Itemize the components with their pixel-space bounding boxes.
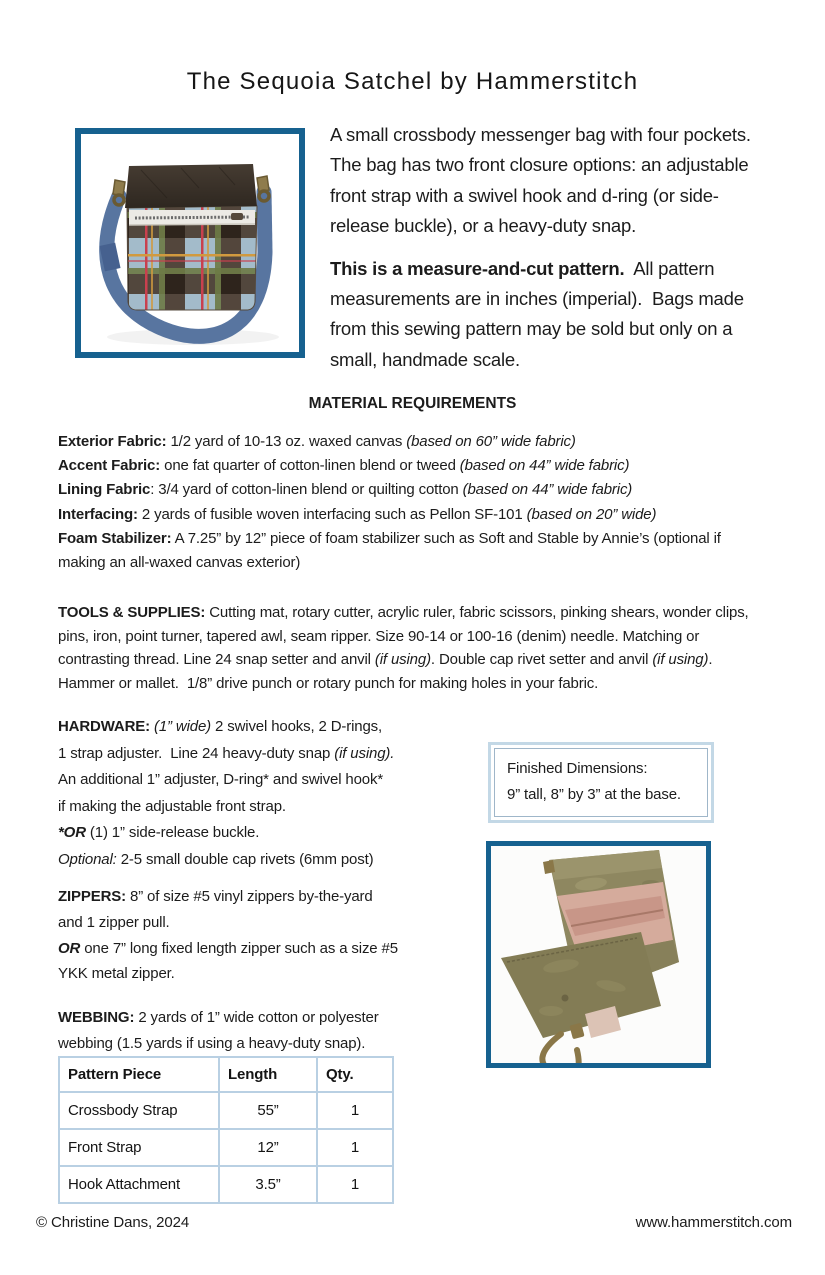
text-line: WEBBING: 2 yards of 1” wide cotton or polyester bbox=[58, 1009, 379, 1026]
tools-and-supplies bbox=[58, 601, 803, 695]
plaid-bag-photo bbox=[81, 134, 299, 352]
text-line: front strap with a swivel hook and d-ring (or side- bbox=[330, 184, 719, 206]
table-header-pattern-piece: Pattern Piece bbox=[59, 1057, 219, 1092]
text-line: Exterior Fabric: 1/2 yard of 10-13 oz. waxed canvas (based on 60” wide fabric) bbox=[58, 433, 576, 450]
intro-paragraph-2 bbox=[330, 254, 816, 376]
text-line: TOOLS & SUPPLIES: Cutting mat, rotary cutter, acrylic ruler, fabric scissors, pinking shears, wonder clips, bbox=[58, 604, 749, 621]
text-line: Interfacing: 2 yards of fusible woven interfacing such as Pellon SF-101 (based on 20” wide) bbox=[58, 505, 657, 523]
intro-text bbox=[330, 120, 816, 375]
table-cell: Crossbody Strap bbox=[59, 1092, 219, 1129]
text-line: OR one 7” long fixed length zipper such as a size #5 bbox=[58, 939, 398, 957]
text-line: *OR (1) 1” side-release buckle. bbox=[58, 824, 260, 842]
text-line: making an all-waxed canvas exterior) bbox=[58, 554, 301, 572]
text-line: The bag has two front closure options: an adjustable bbox=[330, 154, 749, 176]
table-cell: 1 bbox=[317, 1092, 393, 1129]
text-line: pins, iron, point turner, tapered awl, seam ripper. Size 90-14 or 100-16 (denim) needle. Matching or bbox=[58, 627, 700, 645]
page-title: The Sequoia Satchel by Hammerstitch bbox=[186, 68, 639, 95]
copyright-text: © Christine Dans, 2024 bbox=[36, 1214, 190, 1231]
text-line: small, handmade scale. bbox=[330, 348, 520, 370]
material-requirements-heading: MATERIAL REQUIREMENTS bbox=[308, 395, 517, 412]
text-line: measurements are in inches (imperial). Bags made bbox=[330, 288, 744, 310]
page-footer bbox=[36, 1214, 792, 1231]
finished-dimensions-box bbox=[488, 742, 714, 823]
webbing-section bbox=[58, 1005, 483, 1057]
table-cell: 3.5” bbox=[219, 1166, 317, 1203]
text-line: contrasting thread. Line 24 snap setter and anvil (if using). Double cap rivet setter and anvil (if using). bbox=[58, 651, 713, 669]
table-cell: Front Strap bbox=[59, 1129, 219, 1166]
materials-list bbox=[58, 430, 798, 575]
text-line: HARDWARE: (1” wide) 2 swivel hooks, 2 D-rings, bbox=[58, 718, 383, 735]
bag-open-photo-frame bbox=[486, 841, 711, 1068]
webbing-cut-table bbox=[58, 1056, 394, 1204]
text-line: release buckle), or a heavy-duty snap. bbox=[330, 215, 637, 237]
table-cell: 1 bbox=[317, 1129, 393, 1166]
open-bag-photo bbox=[491, 846, 706, 1063]
text-line: A small crossbody messenger bag with four pockets. bbox=[330, 124, 751, 145]
website-link[interactable]: www.hammerstitch.com bbox=[635, 1214, 792, 1231]
table-row bbox=[59, 1129, 393, 1166]
table-cell: 55” bbox=[219, 1092, 317, 1129]
table-row bbox=[59, 1092, 393, 1129]
text-line: This is a measure-and-cut pattern. All pattern bbox=[330, 257, 715, 279]
text-line: An additional 1” adjuster, D-ring* and swivel hook* bbox=[58, 771, 384, 789]
text-line: and 1 zipper pull. bbox=[58, 913, 170, 931]
table-cell: Hook Attachment bbox=[59, 1166, 219, 1203]
table-header-qty: Qty. bbox=[317, 1057, 393, 1092]
text-line: YKK metal zipper. bbox=[58, 965, 175, 983]
text-line: Hammer or mallet. 1/8” drive punch or rotary punch for making holes in your fabric. bbox=[58, 674, 599, 692]
text-line: 1 strap adjuster. Line 24 heavy-duty snap (if using). bbox=[58, 744, 395, 762]
text-line: Optional: 2-5 small double cap rivets (6mm post) bbox=[58, 850, 374, 868]
finished-dimensions-inner bbox=[494, 748, 708, 817]
table-header-length: Length bbox=[219, 1057, 317, 1092]
finished-dimensions-line1: Finished Dimensions: bbox=[507, 760, 648, 777]
table-header-row bbox=[59, 1057, 393, 1092]
text-line: Accent Fabric: one fat quarter of cotton-linen blend or tweed (based on 44” wide fabric) bbox=[58, 457, 630, 475]
table-row bbox=[59, 1166, 393, 1203]
bag-front-photo-frame bbox=[75, 128, 305, 358]
text-line: webbing (1.5 yards if using a heavy-duty snap). bbox=[58, 1034, 366, 1052]
intro-paragraph-1 bbox=[330, 120, 816, 242]
table-cell: 12” bbox=[219, 1129, 317, 1166]
table-cell: 1 bbox=[317, 1166, 393, 1203]
hardware-section bbox=[58, 714, 483, 874]
zippers-section bbox=[58, 884, 483, 987]
finished-dimensions-line2: 9” tall, 8” by 3” at the base. bbox=[507, 786, 681, 803]
text-line: ZIPPERS: 8” of size #5 vinyl zippers by-the-yard bbox=[58, 888, 373, 905]
text-line: Foam Stabilizer: A 7.25” by 12” piece of foam stabilizer such as Soft and Stable by Annie’s (optional if bbox=[58, 529, 721, 547]
text-line: from this sewing pattern may be sold but only on a bbox=[330, 318, 733, 340]
text-line: Lining Fabric: 3/4 yard of cotton-linen blend or quilting cotton (based on 44” wide fabric) bbox=[58, 481, 633, 499]
text-line: if making the adjustable front strap. bbox=[58, 797, 286, 815]
